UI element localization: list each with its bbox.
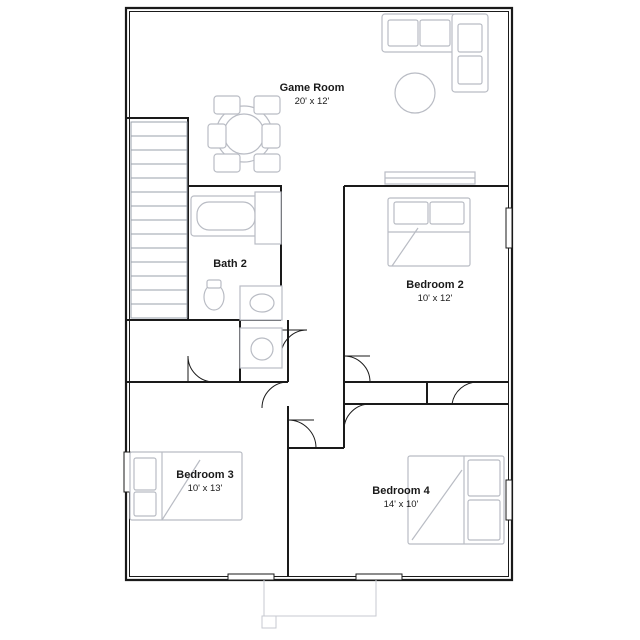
bedroom3-furniture — [130, 452, 242, 520]
staircase — [131, 122, 187, 318]
room-dimensions: 10' x 13' — [187, 482, 223, 494]
door-swings — [188, 330, 478, 448]
room-name: Bedroom 4 — [372, 485, 430, 497]
room-dimensions: 10' x 12' — [417, 292, 453, 304]
bedroom4-furniture — [408, 456, 504, 544]
room-name: Bedroom 3 — [176, 469, 234, 481]
porch-detail — [262, 580, 376, 628]
room-name: Bath 2 — [213, 258, 247, 270]
room-dimensions: 20' x 12' — [294, 95, 330, 107]
bath-fixtures — [191, 192, 282, 368]
room-name: Game Room — [279, 82, 345, 94]
room-dimensions: 14' x 10' — [383, 498, 419, 510]
game-room-furniture — [208, 14, 488, 172]
room-name: Bedroom 2 — [406, 279, 464, 291]
